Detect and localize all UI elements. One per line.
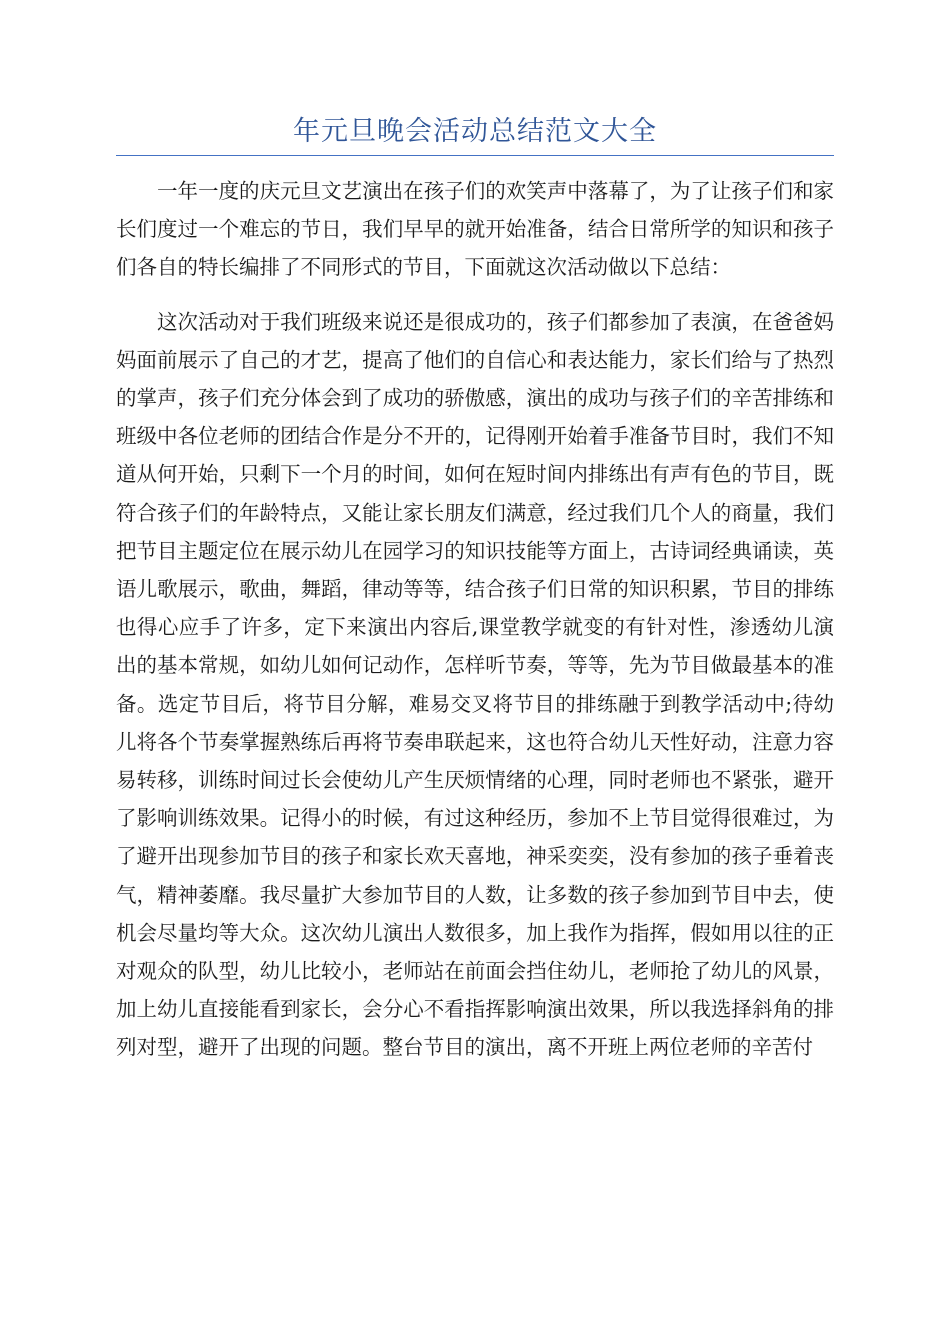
paragraph-main: 这次活动对于我们班级来说还是很成功的，孩子们都参加了表演，在爸爸妈妈面前展示了自己的才艺，提高了他们的自信心和表达能力，家长们给与了热烈的掌声，孩子们充分体会到了成功的骄傲感，演出的成功与孩子们的辛苦排练和班级中各位老师的团结合作是分不开的，记得刚开始着手准备节目时，我们不知道从何开始，只剩下一个月的时间，如何在短时间内排练出有声有色的节目，既符合孩子们的年龄特点，又能让家长朋友们满意，经过我们几个人的商量，我们把节目主题定位在展示幼儿在园学习的知识技能等方面上，古诗词经典诵读，英语儿歌展示，歌曲，舞蹈，律动等等，结合孩子们日常的知识积累，节目的排练也得心应手了许多，定下来演出内容后,课堂教学就变的有针对性，渗透幼儿演出的基本常规，如幼儿如何记动作，怎样听节奏，等等，先为节目做最基本的准备。选定节目后，将节目分解，难易交叉将节目的排练融于到教学活动中;待幼儿将各个节奏掌握熟练后再将节奏串联起来，这也符合幼儿天性好动，注意力容易转移，训练时间过长会使幼儿产生厌烦情绪的心理，同时老师也不紧张，避开了影响训练效果。记得小的时候，有过这种经历，参加不上节目觉得很难过，为了避开出现参加节目的孩子和家长欢天喜地，神采奕奕，没有参加的孩子垂着丧气，精神萎靡。我尽量扩大参加节目的人数，让多数的孩子参加到节目中去，使机会尽量均等大众。这次幼儿演出人数很多，加上我作为指挥，假如用以往的正对观众的队型，幼儿比较小，老师站在前面会挡住幼儿，老师抢了幼儿的风景，加上幼儿直接能看到家长，会分心不看指挥影响演出效果，所以我选择斜角的排列对型，避开了出现的问题。整台节目的演出，离不开班上两位老师的辛苦付 bbox=[116, 309, 834, 1060]
document-title: 年元旦晚会活动总结范文大全 bbox=[293, 116, 657, 147]
paragraph-intro: 一年一度的庆元旦文艺演出在孩子们的欢笑声中落幕了，为了让孩子们和家长们度过一个难忘的节日，我们早早的就开始准备，结合日常所学的知识和孩子们各自的特长编排了不同形式的节目，下面就这次活动做以下总结： bbox=[116, 179, 834, 280]
document-body bbox=[116, 172, 834, 1083]
title-underline bbox=[116, 155, 834, 156]
